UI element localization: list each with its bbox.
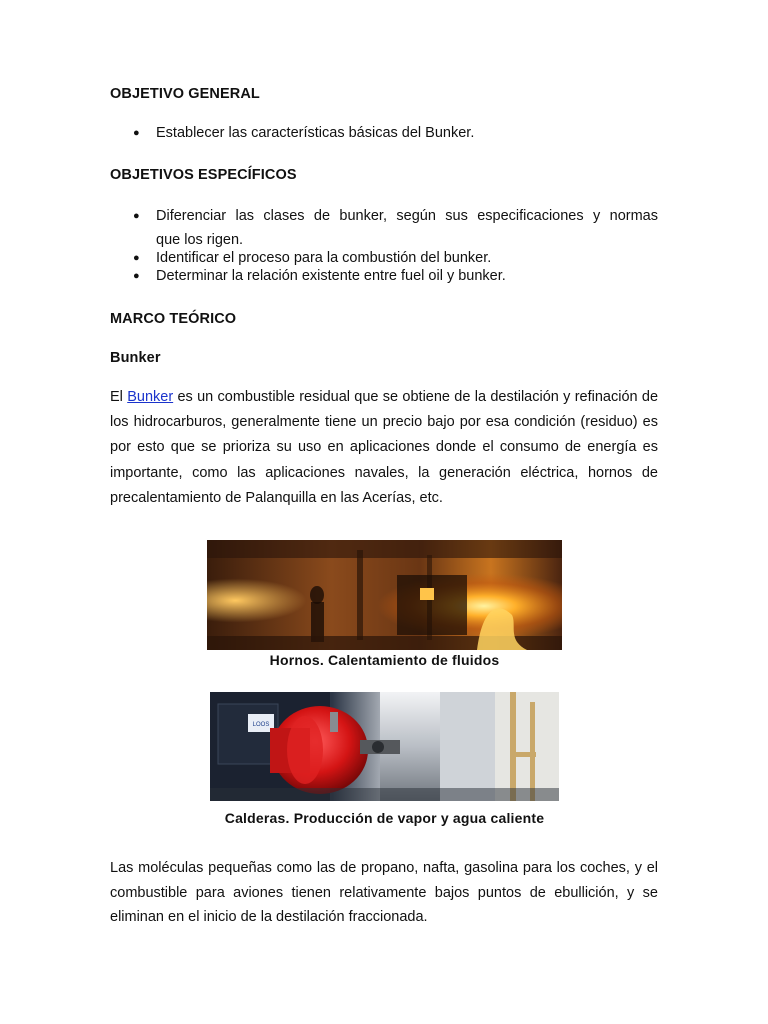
heading-objetivos-especificos: OBJETIVOS ESPECÍFICOS	[110, 167, 297, 183]
list-item	[0, 268, 768, 286]
paragraph-moleculas: Las moléculas pequeñas como las de propano, nafta, gasolina para los coches, y el combustible para aviones tienen relativamente bajos puntos de ebullición, y se eliminan en el inicio de la destilación fraccionada.	[110, 860, 658, 925]
list-item-text: Determinar la relación existente entre fuel oil y bunker.	[156, 268, 506, 284]
bullet-icon: ●	[133, 270, 140, 282]
boiler-photo	[210, 692, 559, 801]
bullet-icon: ●	[133, 210, 140, 222]
list-item-text: Establecer las características básicas del Bunker.	[156, 125, 475, 141]
caption-hornos: Hornos. Calentamiento de fluidos	[269, 652, 500, 668]
list-item-text-line2: que los rigen.	[156, 232, 244, 248]
bullet-icon: ●	[133, 127, 140, 139]
subheading-bunker: Bunker	[110, 350, 161, 366]
list-item	[0, 208, 768, 250]
list-item	[0, 250, 768, 268]
bunker-link[interactable]: Bunker	[127, 389, 174, 405]
heading-objetivo-general: OBJETIVO GENERAL	[110, 86, 260, 102]
list-item-text-line1: Diferenciar las clases de bunker, según sus especificaciones y normas	[156, 208, 658, 224]
objetivos-especificos-list	[0, 208, 768, 286]
objetivo-general-list	[0, 125, 768, 145]
paragraph-body: es un combustible residual que se obtiene de la destilación y refinación de los hidrocarburos, generalmente tiene un precio bajo por esa condición (residuo) es por esto que se prioriza su uso en aplicaciones donde el consumo de energía es importante, como las aplicaciones navales, la generación eléctrica, hornos de precalentamiento de Palanquilla en las Acerías, etc.	[110, 389, 659, 506]
heading-marco-teorico: MARCO TEÓRICO	[110, 311, 237, 327]
furnace-photo	[207, 540, 562, 650]
boiler-brand-label: LOOS	[252, 722, 270, 728]
paragraph-bunker	[110, 385, 658, 511]
paragraph-prefix: El	[110, 389, 123, 405]
caption-calderas: Calderas. Producción de vapor y agua caliente	[224, 810, 545, 826]
bullet-icon: ●	[133, 252, 140, 264]
list-item-text: Identificar el proceso para la combustión del bunker.	[156, 250, 492, 266]
list-item	[0, 125, 768, 145]
